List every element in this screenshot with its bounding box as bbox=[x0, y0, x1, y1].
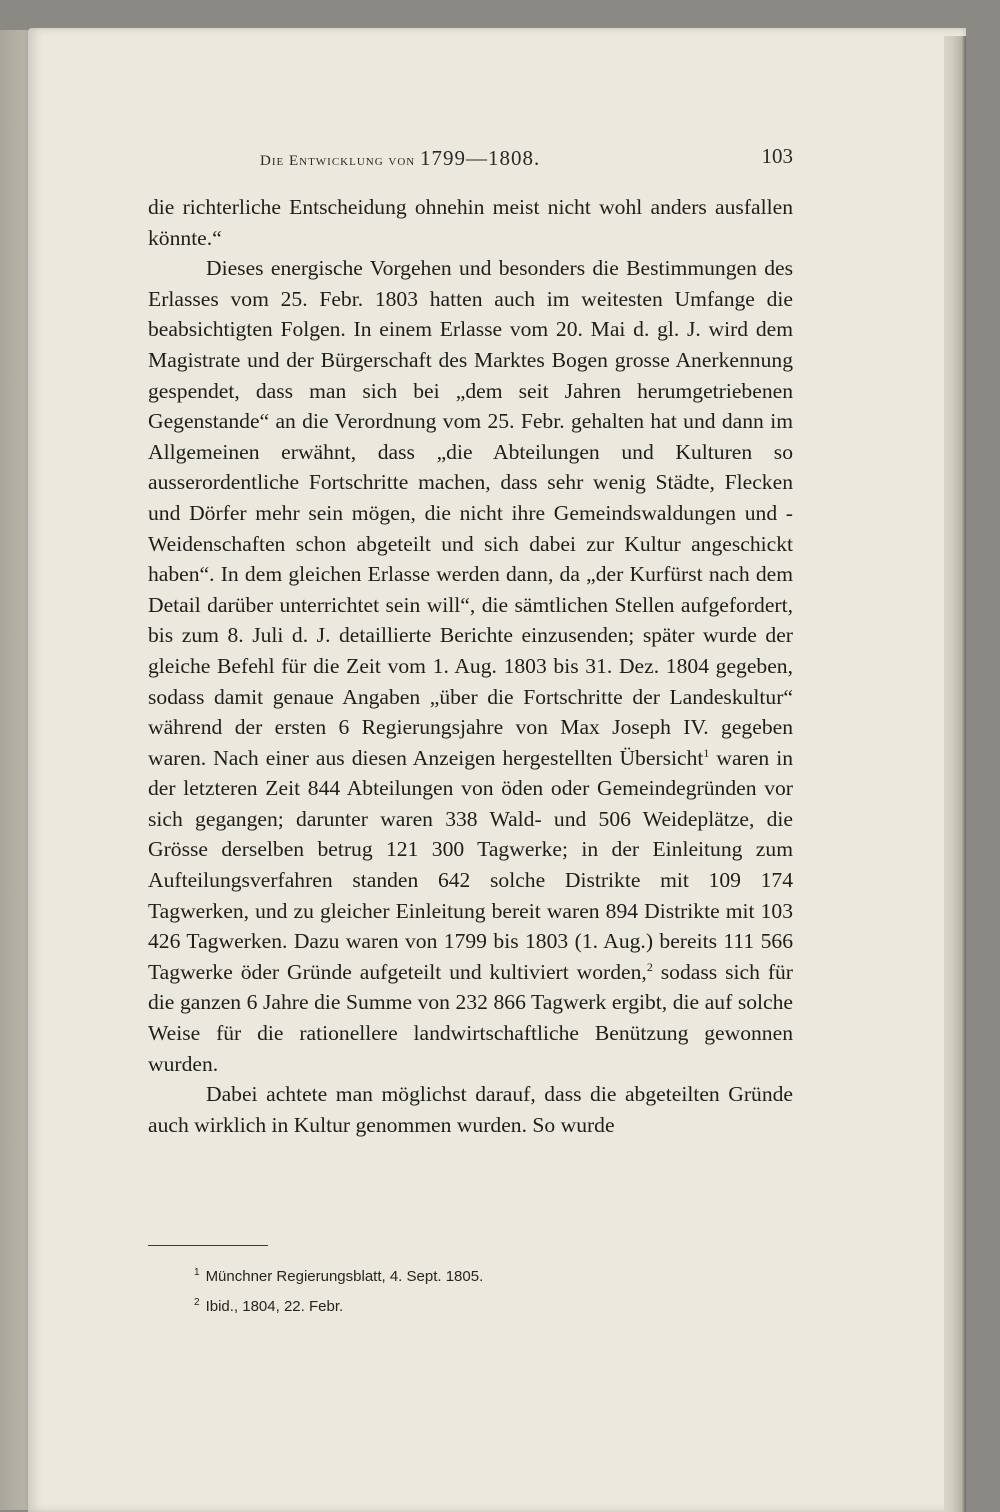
body-text bbox=[148, 192, 793, 1140]
paragraph-2 bbox=[148, 253, 793, 1079]
footnote-ref-1: 1 bbox=[703, 745, 710, 760]
paragraph-1: die richterliche Entscheidung ohnehin meist nicht wohl anders ausfallen könnte.“ bbox=[148, 195, 793, 250]
footnote-1-text: Münchner Regierungsblatt, 4. Sept. 1805. bbox=[205, 1268, 484, 1285]
paragraph-2-text-c: sodass sich für die ganzen 6 Jahre die Summe von 232 866 Tagwerk ergibt, die auf solche Weise für die rationellere landwirtschaftliche Benützung gewonnen wurden. bbox=[148, 959, 793, 1076]
running-title-prefix: Die Entwicklung von bbox=[260, 153, 416, 169]
footnote-2-text: Ibid., 1804, 22. Febr. bbox=[205, 1298, 344, 1315]
paragraph-2-text-a: Dieses energische Vorgehen und besonders die Bestimmungen des Erlasses vom 25. Febr. 1803 hatten auch im weitesten Umfange die beabsichtigten Folgen. In einem Erlasse vom 20. Mai d. gl. J. wird dem Magistrate und der Bürgerschaft des Marktes Bogen grosse Anerkennung gespendet, dass man sich bei „dem seit Jahren herumgetriebenen Gegenstande“ an die Verordnung vom 25. Febr. gehalten hat und dann im Allgemeinen erwähnt, dass „die Abteilungen und Kulturen so ausserordentliche Fortschritte machen, dass sehr wenig Städte, Flecken und Dörfer mehr sein mögen, die nicht ihre Gemeindswaldungen und -Weidenschaften schon abgeteilt und sich dabei zur Kultur angeschickt haben“. In dem gleichen Erlasse werden dann, da „der Kurfürst nach dem Detail darüber unterrichtet sein will“, die sämtlichen Stellen aufgefordert, bis zum 8. Juli d. J. detaillierte Berichte einzusenden; später wurde der gleiche Befehl für die Zeit vom 1. Aug. 1803 bis 31. Dez. 1804 gegeben, sodass damit genaue Angaben „über die Fortschritte der Landeskultur“ während der ersten 6 Regierungsjahre von Max Joseph IV. gegeben waren. Nach einer aus diesen Anzeigen hergestellten Übersicht bbox=[148, 256, 793, 770]
page-number: 103 bbox=[761, 144, 793, 168]
footnote-ref-2: 2 bbox=[646, 959, 653, 974]
running-title-years: 1799—1808. bbox=[420, 146, 541, 170]
page-stack-edge bbox=[944, 36, 966, 1512]
footnote-1 bbox=[148, 1260, 793, 1290]
footnote-1-mark: 1 bbox=[194, 1267, 200, 1278]
running-title bbox=[260, 146, 540, 171]
footnote-2-mark: 2 bbox=[194, 1297, 200, 1308]
footnote-divider bbox=[148, 1245, 268, 1246]
paragraph-2-text-b: waren in der letzteren Zeit 844 Abteilungen von öden oder Gemeindegründen vor sich gegangen; darunter waren 338 Wald- und 506 Weideplätze, die Grösse derselben betrug 121 300 Tagwerke; in der Einleitung zum Aufteilungsverfahren standen 642 solche Distrikte mit 109 174 Tagwerken, und zu gleicher Einleitung bereit waren 894 Distrikte mit 103 426 Tagwerken. Dazu waren von 1799 bis 1803 (1. Aug.) bereits 111 566 Tagwerke öder Gründe aufgeteilt und kultiviert worden, bbox=[148, 745, 793, 984]
running-header bbox=[148, 142, 793, 172]
footnote-2 bbox=[148, 1290, 793, 1320]
paragraph-3: Dabei achtete man möglichst darauf, dass die abgeteilten Gründe auch wirklich in Kultur genommen wurden. So wurde bbox=[148, 1082, 793, 1137]
footnotes bbox=[148, 1260, 793, 1320]
